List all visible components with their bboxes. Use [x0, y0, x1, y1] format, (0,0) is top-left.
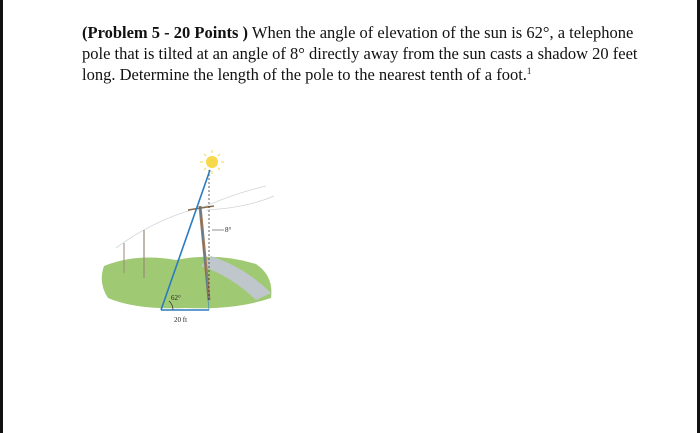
power-line-2 — [206, 186, 266, 206]
footnote-marker: 1 — [526, 66, 532, 76]
shadow-length-label: 20 ft — [174, 316, 188, 324]
problem-text: When the angle of elevation of the sun is 62°, a telephone pole that is tilted at an angle of 8° directly away from the sun casts a shadow 20 feet long. Determine the length of the pole to the nearest tenth of a foot. — [82, 23, 638, 84]
power-line-1 — [116, 206, 206, 248]
page-left-border — [0, 0, 3, 433]
figure-illustration — [96, 148, 286, 328]
tilt-angle-label: 8° — [225, 226, 232, 234]
elevation-angle-label: 62° — [171, 294, 181, 302]
problem-heading: (Problem 5 - 20 Points ) — [82, 23, 249, 42]
power-line-3 — [206, 196, 274, 210]
pole-shadow-figure — [96, 148, 286, 328]
problem-statement — [82, 22, 642, 85]
sun-icon — [200, 150, 224, 174]
